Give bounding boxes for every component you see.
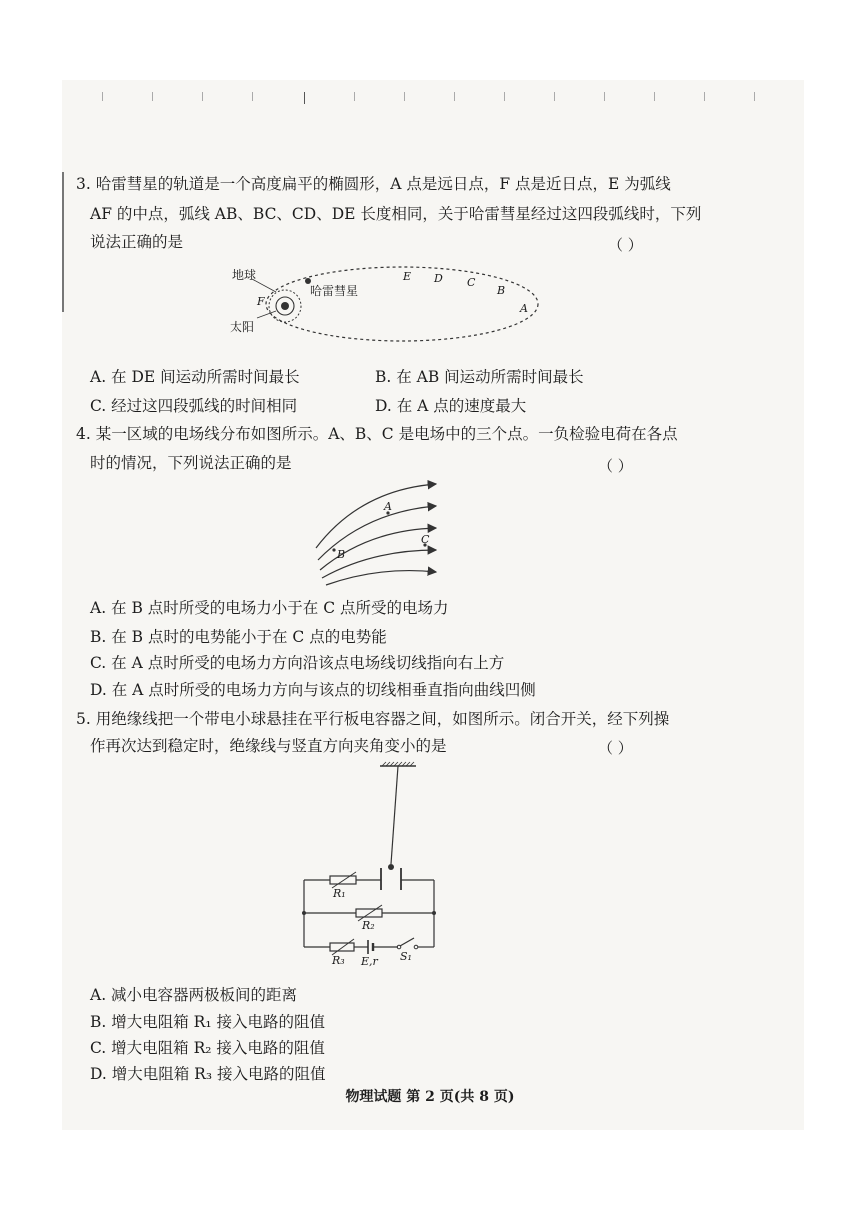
q3-stem-line2: AF 的中点，弧线 AB、BC、CD、DE 长度相同，关于哈雷彗星经过这四段弧线时，下列 — [90, 205, 702, 223]
q4-option-c: C. 在 A 点时所受的电场力方向沿该点电场线切线指向右上方 — [90, 654, 505, 672]
q5-option-c: C. 增大电阻箱 R₂ 接入电路的阻值 — [90, 1039, 325, 1057]
battery-Er-label: E,r — [361, 955, 378, 968]
page-footer: 物理试题 第 2 页(共 8 页) — [345, 1089, 515, 1105]
q3-stem-line3: 说法正确的是 — [90, 233, 184, 251]
q5-option-a: A. 减小电容器两极板间的距离 — [90, 986, 298, 1004]
q3-option-c: C. 经过这四段弧线的时间相同 — [90, 397, 298, 415]
point-C-label: C — [467, 276, 476, 289]
field-point-A-label: A — [384, 500, 392, 513]
point-B-label: B — [497, 284, 506, 297]
point-E-label: E — [403, 270, 412, 283]
sun-label: 太阳 — [230, 320, 255, 334]
point-D-label: D — [434, 272, 443, 285]
R3-label: R₃ — [332, 954, 345, 967]
q4-stem-line1: 4. 某一区域的电场线分布如图所示。A、B、C 是电场中的三个点。一负检验电荷在各点 — [76, 425, 678, 443]
comet-label: 哈雷彗星 — [310, 284, 359, 298]
q3-option-a: A. 在 DE 间运动所需时间最长 — [90, 368, 300, 386]
q4-answer-bracket: （ ） — [598, 457, 633, 475]
q3-answer-bracket: （ ） — [608, 236, 643, 254]
q5-stem-line2: 作再次达到稳定时，绝缘线与竖直方向夹角变小的是 — [90, 737, 447, 755]
q3-option-b: B. 在 AB 间运动所需时间最长 — [375, 368, 584, 386]
q4-option-d: D. 在 A 点时所受的电场力方向与该点的切线相垂直指向曲线凹侧 — [90, 681, 536, 699]
R2-label: R₂ — [362, 919, 375, 932]
q5-option-b: B. 增大电阻箱 R₁ 接入电路的阻值 — [90, 1013, 325, 1031]
q5-stem-line1: 5. 用绝缘线把一个带电小球悬挂在平行板电容器之间，如图所示。闭合开关，经下列操 — [76, 710, 670, 728]
q5-answer-bracket: （ ） — [598, 739, 633, 757]
field-point-C-label: C — [421, 533, 430, 546]
q4-stem-line2: 时的情况，下列说法正确的是 — [90, 454, 292, 472]
q3-option-d: D. 在 A 点的速度最大 — [375, 397, 527, 415]
switch-S1-label: S₁ — [400, 950, 412, 963]
R1-label: R₁ — [333, 887, 346, 900]
q4-option-b: B. 在 B 点时的电势能小于在 C 点的电势能 — [90, 628, 387, 646]
q3-stem-line1: 3. 哈雷彗星的轨道是一个高度扁平的椭圆形，A 点是远日点，F 点是近日点，E 为弧线 — [76, 175, 671, 193]
point-A-label: A — [520, 302, 528, 315]
point-F-label: F — [257, 295, 265, 308]
q4-option-a: A. 在 B 点时所受的电场力小于在 C 点所受的电场力 — [90, 599, 449, 617]
earth-label: 地球 — [232, 268, 257, 282]
q5-option-d: D. 增大电阻箱 R₃ 接入电路的阻值 — [90, 1065, 326, 1083]
field-point-B-label: B — [337, 548, 346, 561]
